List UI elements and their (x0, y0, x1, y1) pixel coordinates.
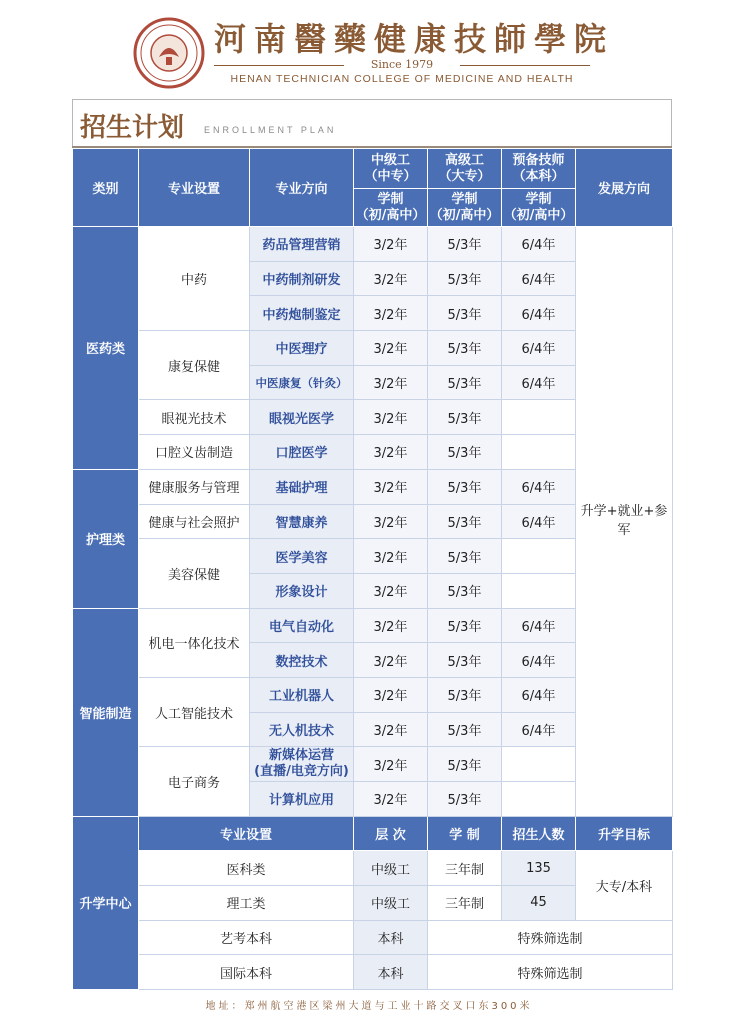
duration-cell: 3/2年 (354, 331, 428, 366)
duration-cell: 6/4年 (502, 677, 576, 712)
duration-cell: 3/2年 (354, 469, 428, 504)
upgrade-selection-cell: 特殊筛选制 (428, 920, 673, 955)
duration-cell: 3/2年 (354, 608, 428, 643)
empty-cell (502, 400, 576, 435)
duration-cell: 6/4年 (502, 469, 576, 504)
duration-cell: 5/3年 (428, 608, 502, 643)
upgrade-enroll-cell: 45 (502, 886, 576, 921)
upgrade-header-duration: 学 制 (428, 816, 502, 851)
enrollment-table (72, 148, 673, 990)
divider (460, 65, 590, 66)
category-cell: 护理类 (73, 469, 139, 608)
header-development: 发展方向 (576, 149, 673, 227)
duration-cell: 6/4年 (502, 365, 576, 400)
duration-cell: 6/4年 (502, 608, 576, 643)
upgrade-goal-cell: 大专/本科 (576, 851, 673, 920)
category-cell: 医药类 (73, 227, 139, 470)
upgrade-header-major: 专业设置 (139, 816, 354, 851)
major-cell: 美容保健 (139, 539, 250, 608)
development-cell: 升学+就业+参 军 (576, 227, 673, 817)
header-duration: 学制 （初/高中） (354, 189, 428, 227)
upgrade-duration-cell: 三年制 (428, 851, 502, 886)
duration-cell: 3/2年 (354, 677, 428, 712)
direction-cell: 药品管理营销 (250, 227, 354, 262)
major-cell: 健康与社会照护 (139, 504, 250, 539)
major-cell: 康复保健 (139, 331, 250, 400)
duration-cell: 5/3年 (428, 331, 502, 366)
empty-cell (502, 782, 576, 817)
duration-cell: 5/3年 (428, 504, 502, 539)
duration-cell: 3/2年 (354, 504, 428, 539)
upgrade-level-cell: 本科 (354, 955, 428, 990)
school-english-name: HENAN TECHNICIAN COLLEGE OF MEDICINE AND HEALTH (230, 73, 574, 85)
duration-cell: 5/3年 (428, 296, 502, 331)
category-cell: 升学中心 (73, 816, 139, 989)
duration-cell: 6/4年 (502, 504, 576, 539)
duration-cell: 5/3年 (428, 782, 502, 817)
direction-cell: 电气自动化 (250, 608, 354, 643)
direction-cell: 无人机技术 (250, 712, 354, 747)
duration-cell: 3/2年 (354, 435, 428, 470)
empty-cell (502, 573, 576, 608)
direction-cell: 计算机应用 (250, 782, 354, 817)
major-cell: 电子商务 (139, 747, 250, 816)
upgrade-level-cell: 中级工 (354, 886, 428, 921)
upgrade-major-cell: 国际本科 (139, 955, 354, 990)
empty-cell (502, 539, 576, 574)
category-cell: 智能制造 (73, 608, 139, 816)
duration-cell: 3/2年 (354, 712, 428, 747)
direction-cell: 医学美容 (250, 539, 354, 574)
direction-cell: 口腔医学 (250, 435, 354, 470)
duration-cell: 6/4年 (502, 643, 576, 678)
since-year: Since 1979 (370, 58, 434, 71)
duration-cell: 3/2年 (354, 573, 428, 608)
header-category: 类别 (73, 149, 139, 227)
upgrade-duration-cell: 三年制 (428, 886, 502, 921)
header-major: 专业设置 (139, 149, 250, 227)
duration-cell: 3/2年 (354, 400, 428, 435)
duration-cell: 3/2年 (354, 782, 428, 817)
duration-cell: 6/4年 (502, 296, 576, 331)
header-duration: 学制 （初/高中） (502, 189, 576, 227)
page-title: 招生计划 (80, 113, 185, 143)
empty-cell (502, 435, 576, 470)
direction-cell: 形象设计 (250, 573, 354, 608)
duration-cell: 3/2年 (354, 227, 428, 262)
header-level-senior: 高级工 （大专） (428, 149, 502, 189)
direction-cell: 中医理疗 (250, 331, 354, 366)
major-cell: 人工智能技术 (139, 677, 250, 746)
upgrade-level-cell: 中级工 (354, 851, 428, 886)
major-cell: 口腔义齿制造 (139, 435, 250, 470)
page-subtitle: ENROLLMENT PLAN (204, 125, 337, 135)
upgrade-level-cell: 本科 (354, 920, 428, 955)
duration-cell: 5/3年 (428, 539, 502, 574)
direction-cell: 工业机器人 (250, 677, 354, 712)
title-bar (72, 99, 672, 148)
direction-cell: 中药炮制鉴定 (250, 296, 354, 331)
duration-cell: 5/3年 (428, 400, 502, 435)
school-seal-icon (133, 17, 205, 89)
duration-cell: 3/2年 (354, 747, 428, 782)
header-level-technician: 预备技师 （本科） (502, 149, 576, 189)
school-name: 河南醫藥健康技師學院 (214, 20, 615, 58)
duration-cell: 3/2年 (354, 643, 428, 678)
duration-cell: 5/3年 (428, 677, 502, 712)
upgrade-major-cell: 理工类 (139, 886, 354, 921)
major-cell: 眼视光技术 (139, 400, 250, 435)
empty-cell (502, 747, 576, 782)
upgrade-major-cell: 医科类 (139, 851, 354, 886)
duration-cell: 3/2年 (354, 261, 428, 296)
major-cell: 机电一体化技术 (139, 608, 250, 677)
direction-cell: 数控技术 (250, 643, 354, 678)
upgrade-header-goal: 升学目标 (576, 816, 673, 851)
duration-cell: 5/3年 (428, 261, 502, 296)
header-level-intermediate: 中级工 （中专） (354, 149, 428, 189)
direction-cell: 中医康复（针灸） (250, 365, 354, 400)
direction-cell: 基础护理 (250, 469, 354, 504)
duration-cell: 5/3年 (428, 227, 502, 262)
duration-cell: 6/4年 (502, 261, 576, 296)
duration-cell: 5/3年 (428, 469, 502, 504)
duration-cell: 5/3年 (428, 712, 502, 747)
upgrade-major-cell: 艺考本科 (139, 920, 354, 955)
direction-cell: 新媒体运营 (直播/电竞方向) (250, 747, 354, 782)
duration-cell: 5/3年 (428, 573, 502, 608)
upgrade-selection-cell: 特殊筛选制 (428, 955, 673, 990)
duration-cell: 3/2年 (354, 539, 428, 574)
major-cell: 中药 (139, 227, 250, 331)
direction-cell: 中药制剂研发 (250, 261, 354, 296)
duration-cell: 3/2年 (354, 365, 428, 400)
upgrade-header-level: 层 次 (354, 816, 428, 851)
footer-address: 地址：郑州航空港区梁州大道与工业十路交叉口东300米 (205, 1001, 533, 1012)
duration-cell: 5/3年 (428, 643, 502, 678)
duration-cell: 6/4年 (502, 712, 576, 747)
duration-cell: 6/4年 (502, 227, 576, 262)
upgrade-enroll-cell: 135 (502, 851, 576, 886)
header (0, 0, 738, 95)
major-cell: 健康服务与管理 (139, 469, 250, 504)
duration-cell: 5/3年 (428, 435, 502, 470)
duration-cell: 5/3年 (428, 747, 502, 782)
direction-cell: 眼视光医学 (250, 400, 354, 435)
duration-cell: 3/2年 (354, 296, 428, 331)
header-duration: 学制 （初/高中） (428, 189, 502, 227)
duration-cell: 6/4年 (502, 331, 576, 366)
header-direction: 专业方向 (250, 149, 354, 227)
direction-cell: 智慧康养 (250, 504, 354, 539)
upgrade-header-enroll: 招生人数 (502, 816, 576, 851)
duration-cell: 5/3年 (428, 365, 502, 400)
